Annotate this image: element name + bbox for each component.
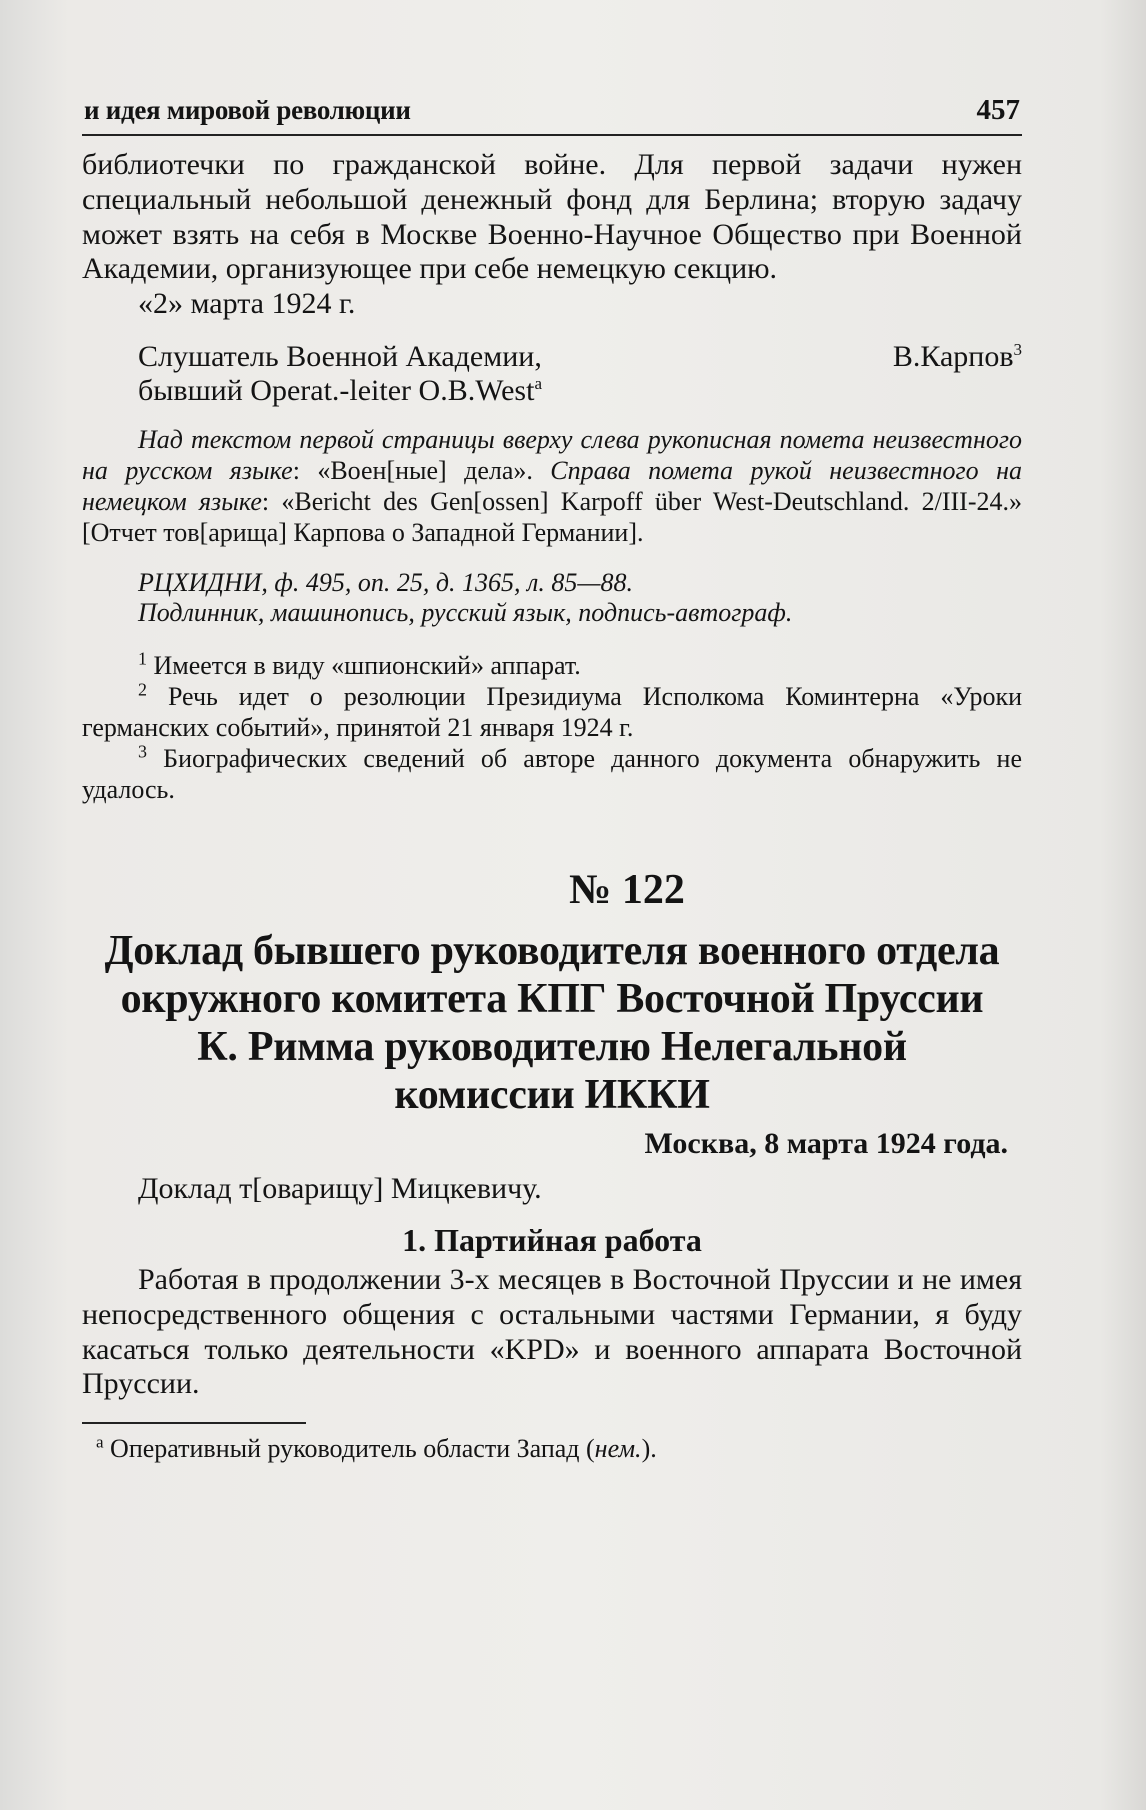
letter-date: «2» марта 1924 г. xyxy=(138,287,356,321)
page-footnote-tail: ). xyxy=(641,1434,657,1464)
former-role-footnote-ref: а xyxy=(534,373,542,393)
running-head xyxy=(82,94,1022,136)
archive-reference xyxy=(82,568,1022,628)
footnote-rule xyxy=(82,1422,306,1424)
document-place-date: Москва, 8 марта 1924 года. xyxy=(644,1126,1008,1160)
document-footnotes xyxy=(82,650,1022,805)
section-paragraph: Работая в продолжении 3-х месяцев в Восточной Пруссии и не имея непосредственного общения с остальными частями Германии, я буду касаться только деятельности «KPD» и военного аппарата Восточной Пруссии. xyxy=(82,1262,1022,1401)
title-line-3: К. Римма руководителю Нелегальной xyxy=(197,1023,907,1070)
note-quote-2: : «Bericht des Gen[ossen] Karpoff über West-Deutschland. 2/III-24.» [Отчет тов[арища] Карпова о Западной Германии]. xyxy=(82,486,1023,547)
note-quote-1: : «Воен[ные] дела». xyxy=(292,455,551,485)
continuation-paragraph: библиотечки по гражданской войне. Для первой задачи нужен специальный небольшой денежный фонд для Берлина; вторую задачу может взять на себя в Москве Военно-Научное Общество при Военной Академии, организующее при себе немецкую секцию. xyxy=(82,148,1022,286)
section-heading: 1. Партийная работа xyxy=(402,1221,702,1258)
signer-name-wrap xyxy=(893,340,1022,374)
document-title xyxy=(82,927,1022,1119)
footnote-2-text: Речь идет о резолюции Президиума Исполкома Коминтерна «Уроки германских событий», принятой 21 января 1924 г. xyxy=(82,681,1022,742)
footnote-2 xyxy=(82,681,1022,743)
page-footnote-lang: нем. xyxy=(594,1434,642,1464)
signer-former-role: бывший Operat.-leiter O.B.West xyxy=(138,373,535,407)
signer-footnote-ref: 3 xyxy=(1013,339,1022,359)
archive-line-2: Подлинник, машинопись, русский язык, подпись-автограф. xyxy=(138,597,793,627)
running-head-title: и идея мировой революции xyxy=(84,95,411,125)
note-part-1: Над текстом первой страницы вверху слева рукописная помета неизвестного на русском языке xyxy=(82,424,1022,485)
document-number: № 122 xyxy=(569,866,685,913)
page-number: 457 xyxy=(976,94,1020,126)
title-line-1: Доклад бывшего руководителя военного отдела xyxy=(104,927,1000,974)
signature-block xyxy=(82,340,1022,408)
footnote-3 xyxy=(82,743,1022,805)
title-line-4: комиссии ИККИ xyxy=(394,1071,710,1118)
signer-name: В.Карпов xyxy=(892,339,1014,373)
page-footnote xyxy=(82,1434,1022,1464)
footnote-3-text: Биографических сведений об авторе данного документа обнаружить не удалось. xyxy=(82,743,1022,804)
title-line-2: окружного комитета КПГ Восточной Пруссии xyxy=(120,975,984,1022)
page-footnote-mark: а xyxy=(96,1432,104,1452)
text-column xyxy=(82,94,1022,1464)
footnote-3-mark: 3 xyxy=(138,741,147,762)
signer-position: Слушатель Военной Академии, xyxy=(138,339,542,373)
footnote-1-mark: 1 xyxy=(138,648,147,669)
note-part-2: Справа помета рукой неизвестного на немецком языке xyxy=(82,455,1022,516)
editorial-note xyxy=(82,424,1022,548)
footnote-1-text: Имеется в виду «шпионский» аппарат. xyxy=(153,650,581,680)
footnote-1 xyxy=(82,650,1022,681)
document-address: Доклад т[оварищу] Мицкевичу. xyxy=(138,1171,542,1205)
page-footnote-text: Оперативный руководитель области Запад ( xyxy=(110,1434,595,1464)
archive-line-1: РЦХИДНИ, ф. 495, оп. 25, д. 1365, л. 85—88. xyxy=(138,567,633,597)
footnote-2-mark: 2 xyxy=(138,679,147,700)
